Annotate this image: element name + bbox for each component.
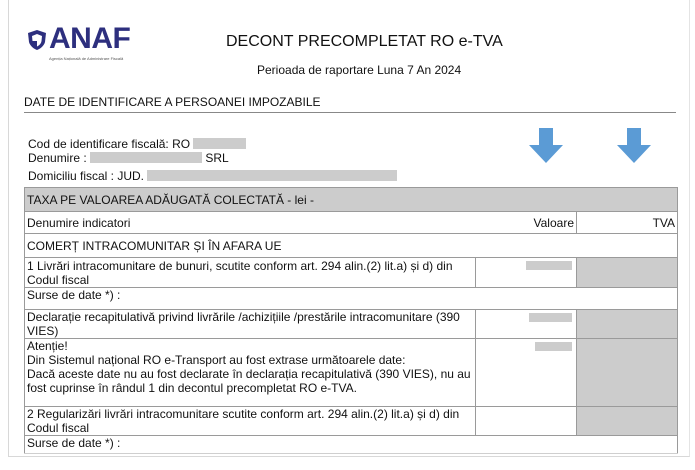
name-redacted	[90, 152, 202, 163]
row-vat	[577, 407, 678, 436]
cif-label: Cod de identificare fiscală: RO	[28, 137, 191, 151]
warning-title: Atenție!	[27, 339, 68, 353]
row-value	[476, 258, 577, 288]
logo-subtitle: Agenția Națională de Administrare Fiscală	[49, 56, 124, 61]
row-vat	[577, 310, 678, 339]
column-header-row	[25, 212, 678, 234]
name-label: Denumire :	[28, 151, 87, 165]
row-value	[476, 339, 577, 407]
column-header-vat: TVA	[577, 212, 678, 234]
vat-table	[24, 187, 678, 454]
table-row	[25, 339, 678, 407]
name-line	[28, 151, 229, 165]
section-divider	[24, 112, 676, 113]
reporting-period: Perioada de raportare Luna 7 An 2024	[257, 63, 462, 77]
warning-line: Din Sistemul național RO e-Transport au fost extrase următoarele date:	[27, 353, 406, 367]
name-suffix: SRL	[205, 151, 229, 165]
arrow-down-icon	[616, 128, 652, 164]
column-header-indicator: Denumire indicatori	[25, 212, 476, 234]
section-header-cell: TAXA PE VALOAREA ADĂUGATĂ COLECTATĂ - lei -	[25, 188, 678, 212]
arrow-down-icon	[528, 128, 564, 164]
table-row	[25, 310, 678, 339]
row-label: Surse de date *) :	[25, 288, 678, 310]
row-value	[476, 310, 577, 339]
row-label: Surse de date *) :	[25, 436, 678, 454]
table-row	[25, 288, 678, 310]
row-vat	[577, 339, 678, 407]
row-label: 1 Livrări intracomunitare de bunuri, scutite conform art. 294 alin.(2) lit.a) și d) din Codul fiscal	[25, 258, 476, 288]
address-line	[28, 169, 397, 183]
row-vat	[577, 258, 678, 288]
row-label: 2 Regularizări livrări intracomunitare scutite conform art. 294 alin.(2) lit.a) și d) din Codul fiscal	[25, 407, 476, 436]
cif-line	[28, 137, 246, 151]
logo-text: ANAF	[49, 22, 131, 55]
group-title-row	[25, 234, 678, 258]
cif-redacted	[193, 138, 246, 149]
table-row	[25, 436, 678, 454]
row-label: Declarație recapitulativă privind livrările /achizițiile /prestările intracomunitare (390 VIES)	[25, 310, 476, 339]
table-row	[25, 407, 678, 436]
row-value	[476, 407, 577, 436]
table-section-header	[25, 188, 678, 212]
warning-cell	[25, 339, 476, 407]
warning-line: Dacă aceste date nu au fost declarate în declarația recapitulativă (390 VIES), nu au fost cuprinse în rândul 1 din decontul precompletat RO e-TVA.	[27, 367, 471, 395]
value-redacted	[526, 261, 572, 270]
address-redacted	[147, 170, 397, 181]
value-redacted	[535, 342, 572, 351]
address-label: Domiciliu fiscal : JUD.	[28, 169, 145, 183]
shield-icon	[27, 29, 47, 51]
table-row	[25, 258, 678, 288]
identification-section-title: DATE DE IDENTIFICARE A PERSOANEI IMPOZABILE	[24, 95, 321, 109]
value-redacted	[529, 313, 572, 322]
column-header-value: Valoare	[476, 212, 577, 234]
anaf-logo	[27, 22, 147, 61]
group-title: COMERȚ INTRACOMUNITAR ȘI ÎN AFARA UE	[25, 234, 678, 258]
document-title: DECONT PRECOMPLETAT RO e-TVA	[226, 33, 503, 50]
